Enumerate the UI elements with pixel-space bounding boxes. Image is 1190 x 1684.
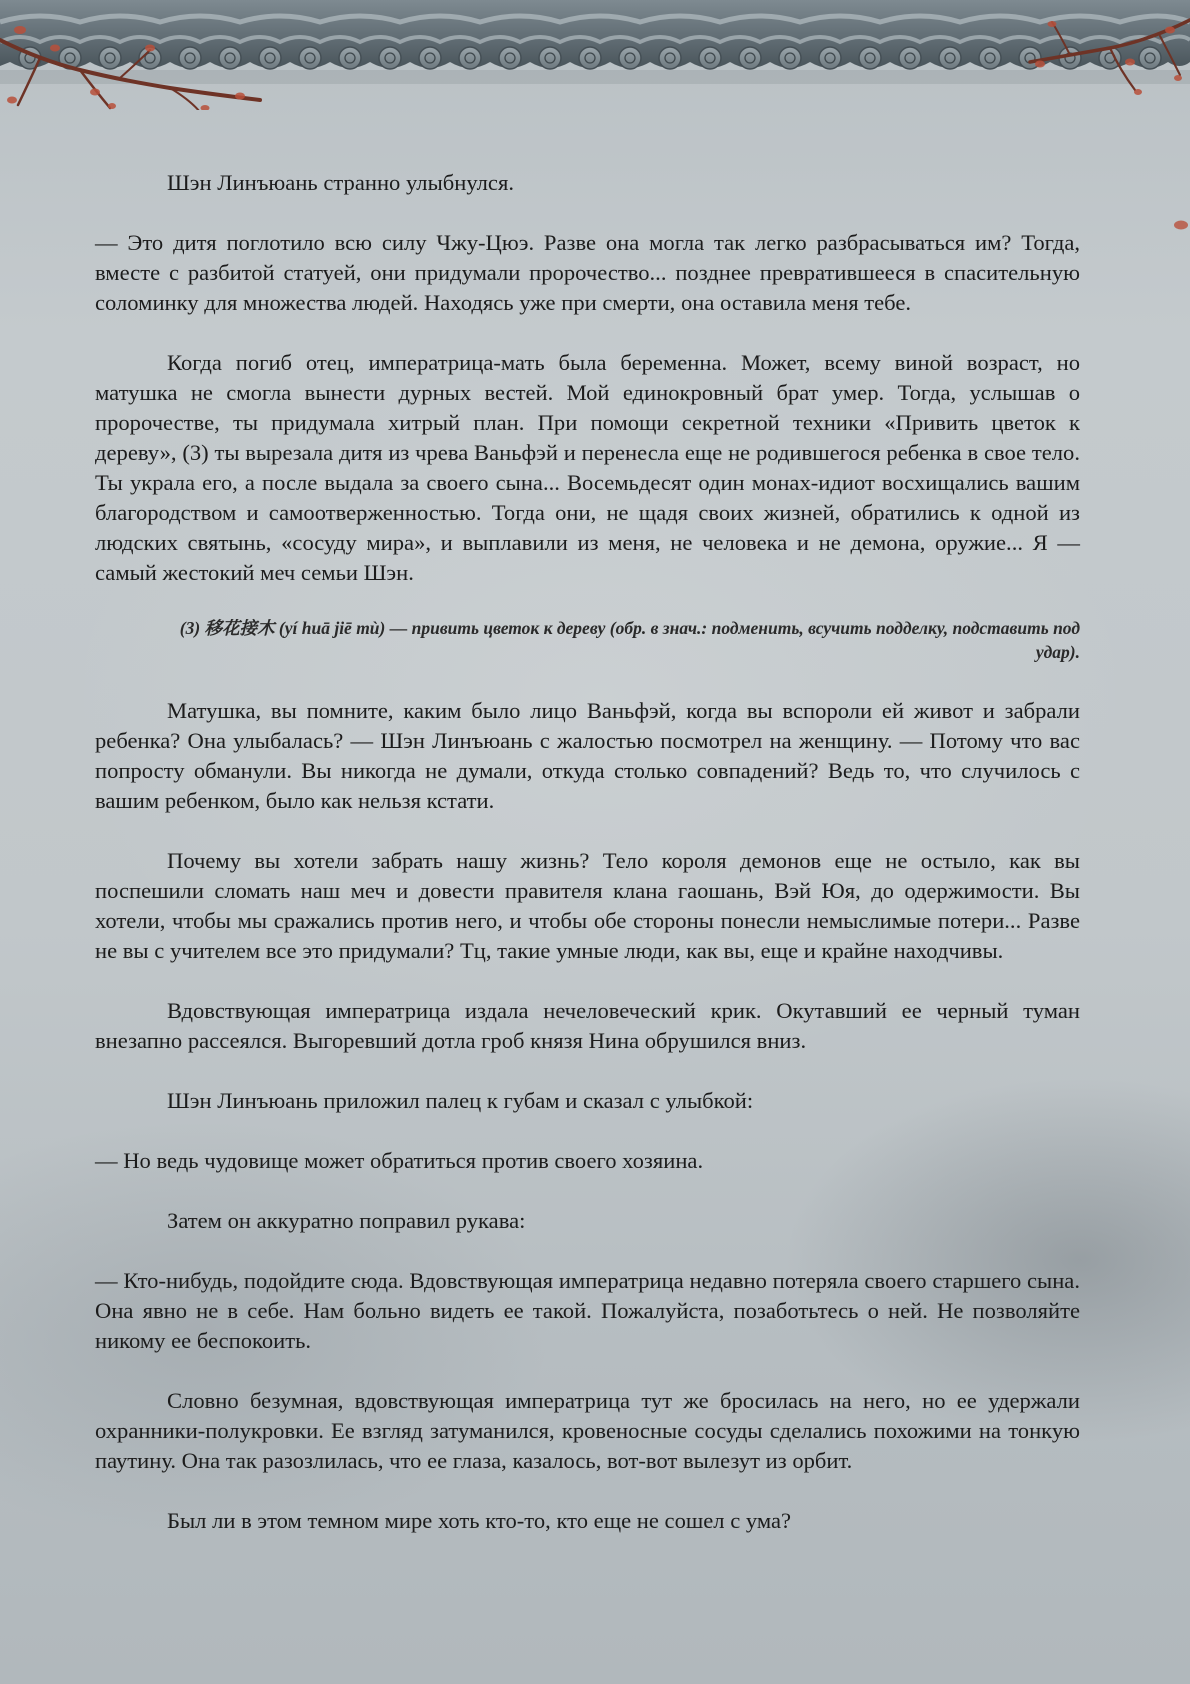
paragraph: Вдовствующая императрица издала нечеловеческий крик. Окутавший ее черный туман внезапно рассеялся. Выгоревший дотла гроб князя Нина обрушился вниз. [95, 998, 1080, 1053]
paragraph: Словно безумная, вдовствующая императрица тут же бросилась на него, но ее удержали охранники-полукровки. Ее взгляд затуманился, кровеносные сосуды сделались похожими на тонкую паутину. Она так разозлилась, что ее глаза, казалось, вот-вот вылезут из орбит. [95, 1388, 1080, 1473]
roof-tiles-decoration [0, 0, 1190, 110]
chapter-text [95, 168, 1080, 1536]
footnote: (3) 移花接木 (yí huā jiē mù) — привить цветок к дереву (обр. в знач.: подменить, всучить подделку, подставить под удар). [179, 618, 1080, 662]
paragraph: — Кто-нибудь, подойдите сюда. Вдовствующая императрица недавно потеряла своего старшего сына. Она явно не в себе. Нам больно видеть ее такой. Пожалуйста, позаботьтесь о ней. Не позволяйте никому ее беспокоить. [95, 1268, 1080, 1353]
paragraph: Шэн Линъюань приложил палец к губам и сказал с улыбкой: [167, 1088, 754, 1113]
paragraph: Шэн Линъюань странно улыбнулся. [167, 170, 514, 195]
paragraph: Почему вы хотели забрать нашу жизнь? Тело короля демонов еще не остыло, как вы поспешили сломать наш меч и довести правителя клана гаошань, Вэй Юя, до одержимости. Вы хотели, чтобы мы сражались против него, и чтобы обе стороны понесли немыслимые потери... Разве не вы с учителем все это придумали? Тц, такие умные люди, как вы, еще и крайне находчивы. [95, 848, 1080, 963]
paragraph: — Но ведь чудовище может обратиться против своего хозяина. [95, 1148, 704, 1173]
paragraph: Затем он аккуратно поправил рукава: [167, 1208, 526, 1233]
paragraph: — Это дитя поглотило всю силу Чжу-Цюэ. Разве она могла так легко разбрасываться им? Тогда, вместе с разбитой статуей, они придумали пророчество... позднее превратившееся в спасительную соломинку для множества людей. Находясь уже при смерти, она оставила меня тебе. [95, 230, 1080, 315]
paragraph: Был ли в этом темном мире хоть кто-то, кто еще не сошел с ума? [167, 1508, 792, 1533]
paragraph: Матушка, вы помните, каким было лицо Ваньфэй, когда вы вспороли ей живот и забрали ребенка? Она улыбалась? — Шэн Линъюань с жалостью посмотрел на женщину. — Потому что вас попросту обманули. Вы никогда не думали, откуда столько совпадений? Ведь то, что случилось с вашим ребенком, было как нельзя кстати. [95, 698, 1080, 813]
blossom-decoration [1172, 218, 1190, 232]
paragraph: Когда погиб отец, императрица-мать была беременна. Может, всему виной возраст, но матушка не смогла вынести дурных вестей. Мой единокровный брат умер. Тогда, услышав о пророчестве, ты придумала хитрый план. При помощи секретной техники «Привить цветок к дереву», (3) ты вырезала дитя из чрева Ваньфэй и перенесла еще не родившегося ребенка в свое тело. Ты украла его, а после выдала за своего сына... Восемьдесят один монах-идиот восхищались вашим благородством и самоотверженностью. Тогда они, не щадя своих жизней, обратились к одной из людских святынь, «сосуду мира», и выплавили из меня, не человека и не демона, оружие... Я — самый жестокий меч семьи Шэн. [95, 350, 1080, 585]
